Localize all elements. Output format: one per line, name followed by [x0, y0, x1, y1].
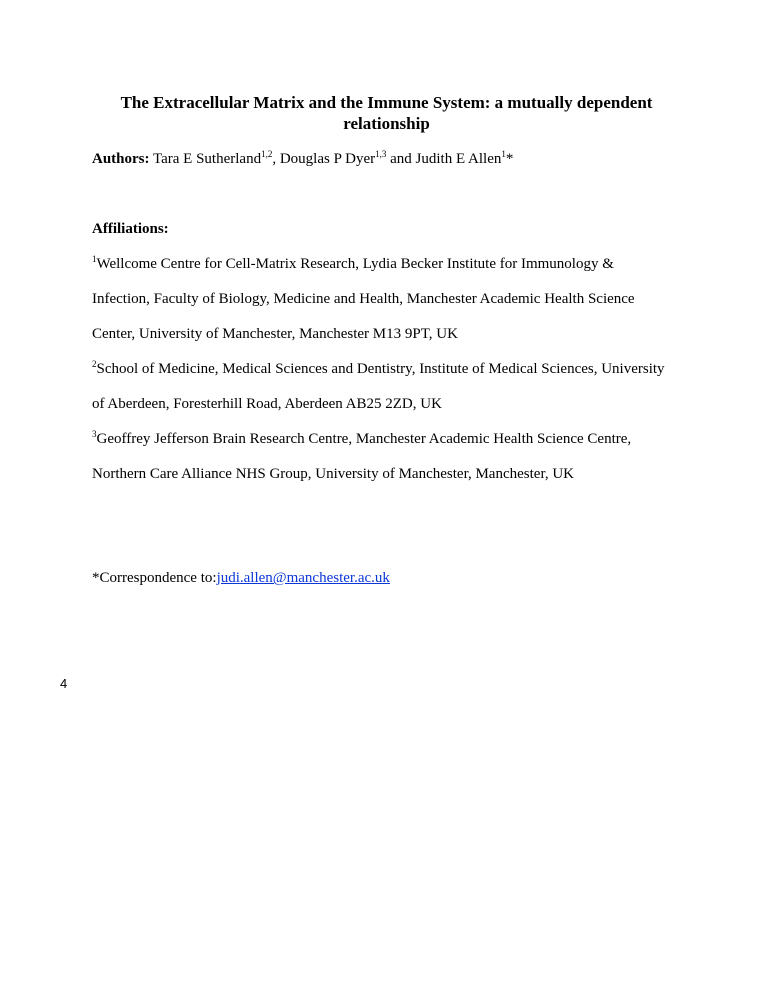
- author-separator: and: [386, 151, 416, 167]
- affiliation-2-line-2: of Aberdeen, Foresterhill Road, Aberdeen AB25 2ZD, UK: [92, 396, 442, 412]
- author-name: Judith E Allen: [415, 151, 502, 167]
- affiliation-3-line-1: [92, 430, 631, 448]
- affiliation-3-line-2: Northern Care Alliance NHS Group, University of Manchester, Manchester, UK: [92, 466, 574, 482]
- author-affiliation-sup: 1,2: [261, 149, 273, 159]
- author-name: Tara E Sutherland: [153, 151, 262, 167]
- corresponding-author-mark: *: [505, 151, 514, 167]
- paper-title: [95, 92, 678, 134]
- title-line-1: The Extracellular Matrix and the Immune System: a mutually dependent: [120, 93, 653, 112]
- line-number: 4: [60, 676, 68, 691]
- affiliation-1-line-1: [92, 255, 614, 273]
- author-name: Douglas P Dyer: [279, 151, 376, 167]
- affiliation-2-line-1: [92, 360, 665, 378]
- affiliation-1-line-3: Center, University of Manchester, Manchester M13 9PT, UK: [92, 326, 458, 342]
- affiliation-text: School of Medicine, Medical Sciences and Dentistry, Institute of Medical Sciences, University: [96, 361, 665, 377]
- affiliation-number: 2: [92, 359, 97, 369]
- affiliations-heading: Affiliations:: [92, 221, 169, 237]
- authors-label: Authors:: [92, 151, 150, 167]
- affiliation-text: Wellcome Centre for Cell-Matrix Research, Lydia Becker Institute for Immunology &: [96, 256, 614, 272]
- correspondence-email-link[interactable]: judi.allen@manchester.ac.uk: [216, 570, 390, 586]
- authors-line: [92, 150, 513, 168]
- affiliation-1-line-2: Infection, Faculty of Biology, Medicine and Health, Manchester Academic Health Science: [92, 291, 635, 307]
- affiliation-number: 1: [92, 254, 97, 264]
- title-line-2: relationship: [343, 114, 430, 133]
- author-separator: ,: [272, 151, 280, 167]
- correspondence-line: [92, 569, 390, 587]
- affiliation-text: Geoffrey Jefferson Brain Research Centre, Manchester Academic Health Science Centre,: [96, 431, 632, 447]
- affiliation-number: 3: [92, 429, 97, 439]
- author-affiliation-sup: 1: [501, 149, 506, 159]
- correspondence-label: *Correspondence to:: [92, 570, 217, 586]
- author-affiliation-sup: 1,3: [375, 149, 387, 159]
